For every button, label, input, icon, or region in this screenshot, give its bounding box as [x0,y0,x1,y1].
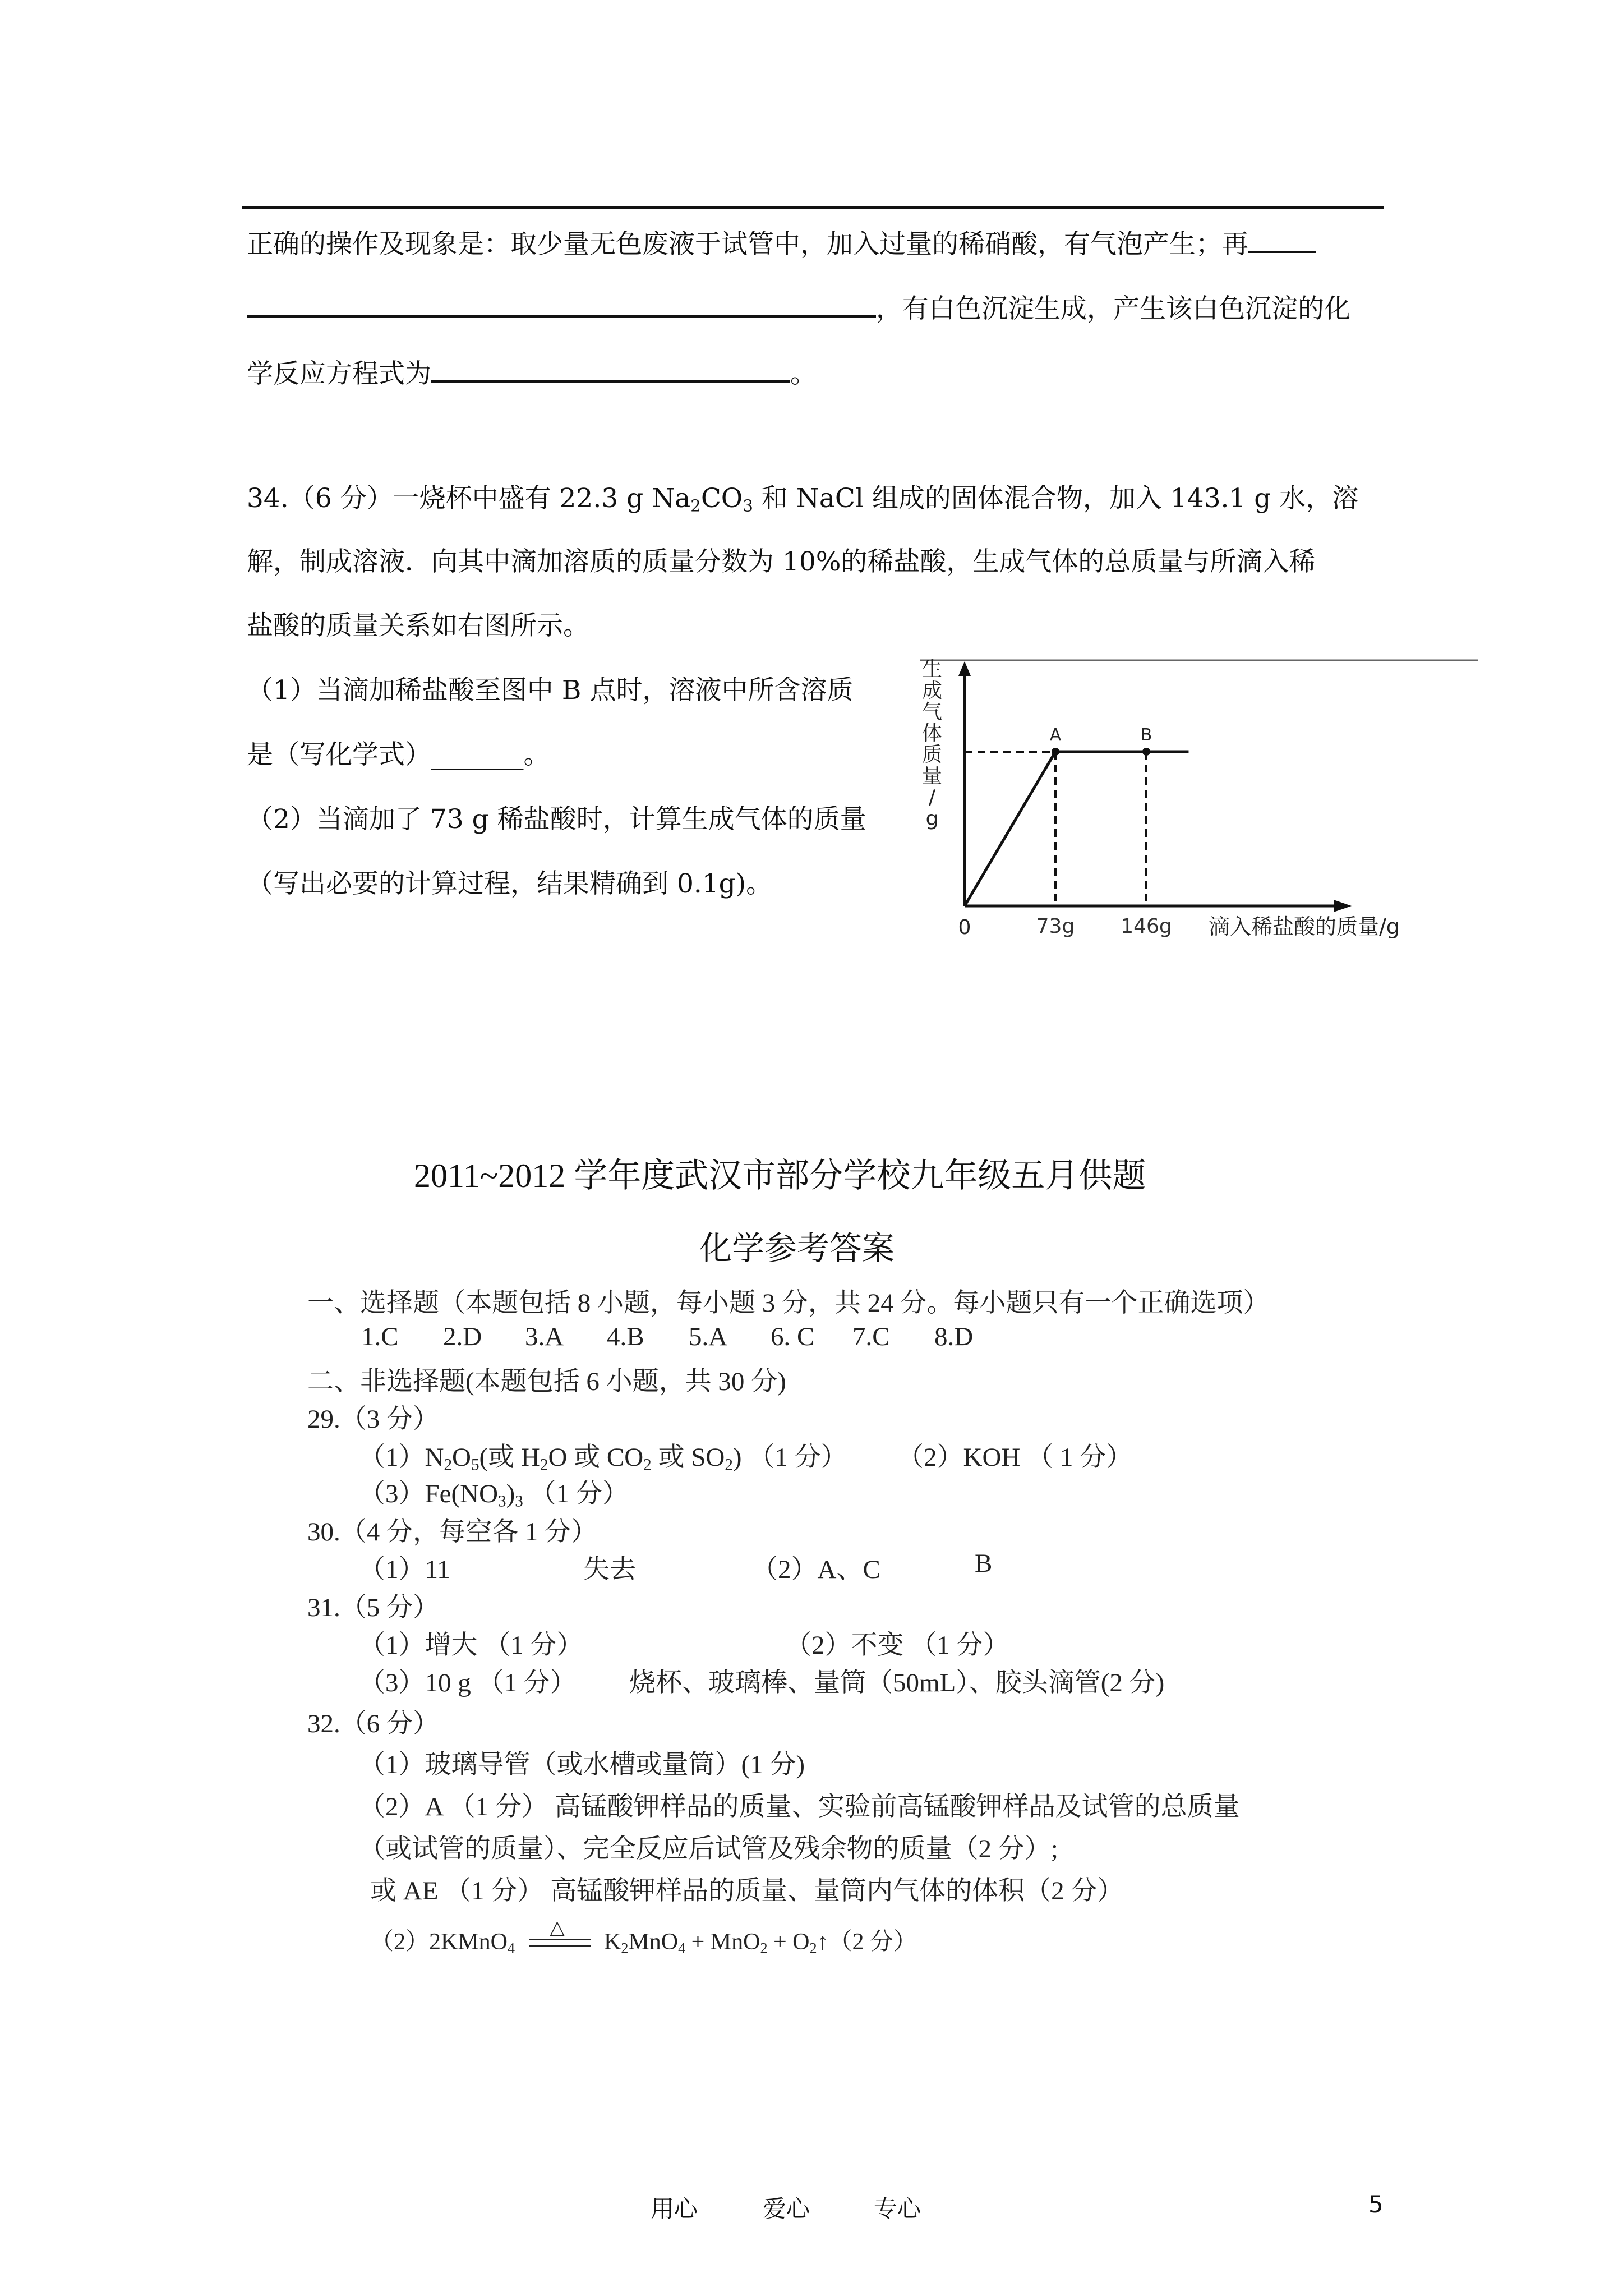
answer-blank [1248,227,1316,253]
footer-word-2: 爱心 [763,2195,810,2223]
q29-answer-1 [359,1436,847,1474]
text: （1 分） [523,1479,629,1508]
origin-label: 0 [958,916,971,939]
q32-answer-1: （1）玻璃导管（或水槽或量筒）(1 分) [359,1750,805,1779]
q33-line2-text: ，有白色沉淀生成，产生该白色沉淀的化 [876,293,1350,324]
point-label-B: B [1140,725,1152,745]
equals-line-bottom [529,1945,591,1947]
subscript: 2 [643,1456,652,1474]
q34-sub2-b: （写出必要的计算过程，结果精确到 0.1g)。 [247,868,773,899]
x-tick-label: 146g [1121,915,1172,938]
answer-blank [247,292,876,318]
q34-sub1-a: （1）当滴加稀盐酸至图中 B 点时，溶液中所含溶质 [247,675,854,706]
gas-mass-series-line [965,752,1188,906]
subscript: 2 [725,1456,733,1474]
heat-equals-sign [529,1917,591,1952]
q33-line1-text: 正确的操作及现象是：取少量无色废液于试管中，加入过量的稀硝酸，有气泡产生；再 [247,229,1248,260]
q33-line1 [247,227,1316,260]
y-axis-label-char: / [928,786,936,809]
subscript: 2 [621,1940,629,1957]
chart-layer [922,658,1400,939]
q33-line3 [247,357,817,387]
header-rule [242,206,1384,209]
answer-title: 2011~2012 学年度武汉市部分学校九年级五月供题 [414,1157,1146,1194]
q34-sub2-a: （2）当滴加了 73 g 稀盐酸时，计算生成气体的质量 [247,804,866,835]
q30-answer-1: （1）11 [359,1555,450,1584]
mc-answer: 7.C [852,1322,890,1351]
q32-equation [370,1917,917,1957]
q29-answer-2: （2）KOH （ 1 分） [897,1443,1133,1472]
q34-line1 [247,485,1358,514]
y-axis-label-char: 质 [921,743,943,766]
mc-answer: 5.A [689,1322,728,1351]
q34-text-b: CO [700,483,743,514]
subscript: 3 [515,1492,523,1511]
q31-answer-2: （2）不变 （1 分） [785,1631,1009,1660]
x-tick-label: 73g [1036,915,1075,938]
text: (或 H [479,1443,540,1472]
subscript: 2 [690,496,701,516]
period: 。 [790,358,817,389]
q30-answer-2: （2）A、C [751,1555,880,1584]
footer-word-3: 专心 [874,2195,921,2223]
subscript: 2 [540,1456,548,1474]
text: （1）N [359,1443,444,1472]
text: K [604,1929,621,1955]
subscript: 3 [743,496,753,516]
text: O 或 CO [548,1443,644,1472]
q32-answer-3: （或试管的质量）、完全反应后试管及残余物的质量（2 分）; [359,1834,1058,1864]
text: MnO [628,1929,679,1955]
text: ) （1 分） [732,1443,847,1472]
text: + O [767,1929,810,1955]
equals-line-top [529,1939,591,1940]
subscript: 4 [508,1940,515,1957]
q33-line3-text: 学反应方程式为 [247,358,431,389]
text: ↑（2 分） [817,1929,917,1955]
subscript: 5 [471,1456,479,1474]
q32-answer-2: （2）A （1 分） 高锰酸钾样品的质量、实验前高锰酸钾样品及试管的总质量 [359,1792,1240,1821]
q32-answer-4: 或 AE （1 分） 高锰酸钾样品的质量、量筒内气体的体积（2 分） [370,1876,1124,1906]
section-2-heading: 二、非选择题(本题包括 6 小题，共 30 分) [307,1367,786,1396]
mc-answer: 2.D [443,1322,482,1351]
q34-sub1-b: 是（写化学式）_______。 [247,739,550,770]
y-axis-label-char: 成 [921,679,943,702]
y-axis-label-char: 量 [921,765,943,788]
delta-symbol: △ [550,1917,565,1939]
q30-heading: 30.（4 分，每空各 1 分） [307,1517,597,1547]
text: （2）2KMnO [370,1929,508,1955]
gas-mass-chart [920,654,1481,968]
y-axis-label-char: 生 [921,658,943,681]
q29-answer-3 [359,1473,629,1511]
q32-heading: 32.（6 分） [307,1709,439,1738]
q31-heading: 31.（5 分） [307,1593,439,1622]
y-axis-label-char: 体 [921,722,943,745]
q34-text-a: 34.（6 分）一烧杯中盛有 22.3 g Na [247,483,691,514]
mc-answer: 8.D [934,1322,974,1351]
footer-word-1: 用心 [651,2195,698,2223]
text: O [452,1443,471,1472]
section-1-heading: 一、选择题（本题包括 8 小题，每小题 3 分，共 24 分。每小题只有一个正确选项） [307,1289,1270,1318]
q29-heading: 29.（3 分） [307,1405,439,1434]
subscript: 2 [444,1456,453,1474]
text: （3）Fe(NO [359,1479,499,1508]
mc-answer-row [361,1322,973,1352]
mc-answer: 1.C [361,1322,399,1351]
data-point-A [1052,748,1059,756]
text: ) [506,1479,515,1508]
y-axis-arrow [958,661,971,676]
subscript: 4 [678,1940,686,1957]
page-number: 5 [1368,2191,1384,2218]
q30-answer-b: B [975,1549,993,1578]
answer-blank [431,357,790,383]
q34-line3: 盐酸的质量关系如右图所示。 [247,610,589,641]
mc-answer: 3.A [525,1322,564,1351]
y-axis-label-char: 气 [921,701,943,724]
subscript: 2 [760,1940,768,1957]
text: 或 SO [651,1443,725,1472]
answer-subtitle: 化学参考答案 [699,1229,895,1267]
subscript: 2 [809,1940,817,1957]
q31-answer-3: （3）10 g （1 分） [359,1668,577,1697]
subscript: 3 [498,1492,506,1511]
q31-answer-1: （1）增大 （1 分） [359,1631,583,1660]
q33-line2 [247,292,1350,322]
y-axis-label-char: g [925,807,939,830]
q34-text-c: 和 NaCl 组成的固体混合物，加入 143.1 g 水，溶 [753,483,1359,514]
x-axis-arrow [1334,900,1352,912]
x-axis-label: 滴入稀盐酸的质量/g [1209,914,1400,939]
mc-answer: 6. C [771,1322,815,1351]
q30-answer-lose: 失去 [583,1555,636,1584]
text: + MnO [685,1929,760,1955]
q34-line2: 解，制成溶液．向其中滴加溶质的质量分数为 10%的稀盐酸，生成气体的总质量与所滴入稀 [247,546,1316,577]
mc-answer: 4.B [607,1322,644,1351]
q31-answer-4: 烧杯、玻璃棒、量筒（50mL）、胶头滴管(2 分) [629,1668,1165,1697]
point-label-A: A [1049,725,1062,745]
data-point-B [1142,748,1150,756]
